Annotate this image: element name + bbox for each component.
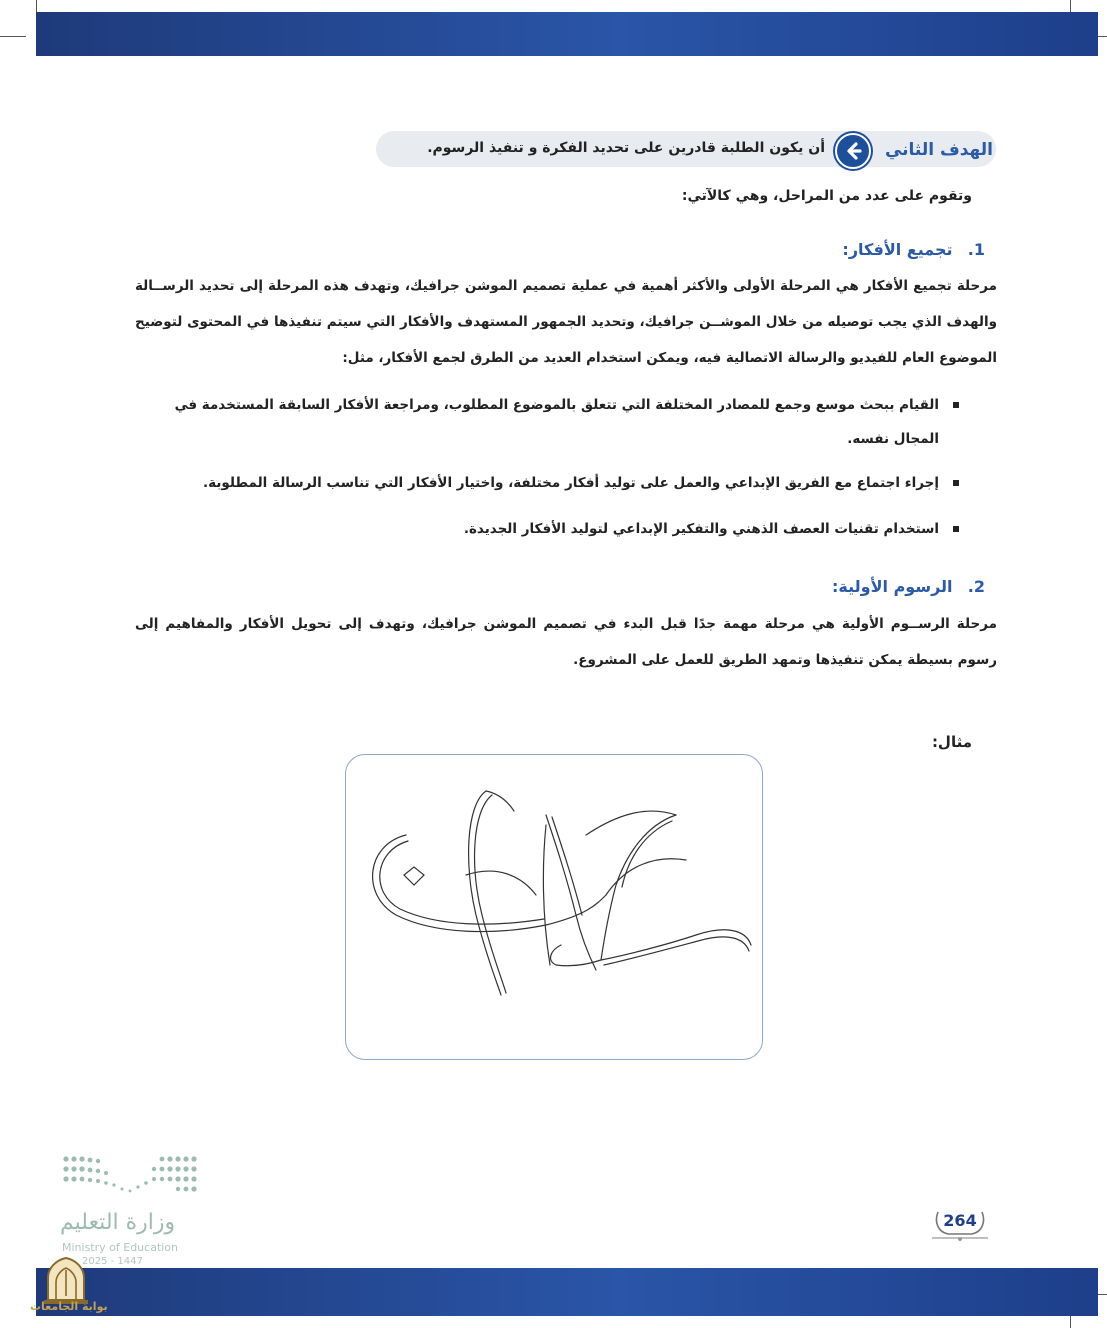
ministry-name-english: Ministry of Education [62, 1241, 179, 1254]
calligraphy-sketch [345, 754, 763, 1060]
goal-title: الهدف الثاني [884, 140, 993, 160]
bullet-item-1: القيام ببحث موسع وجمع للمصادر المختلفة التي تتعلق بالموضوع المطلوب، ومراجعة الأفكار السابقة المستخدمة في المجال نفسه. [174, 397, 939, 447]
page-number [932, 1208, 988, 1238]
bullet-item-3: استخدام تقنيات العصف الذهني والتفكير الإبداعي لتوليد الأفكار الجديدة. [463, 521, 939, 537]
crop-mark [0, 36, 26, 37]
arrow-left-icon [835, 133, 871, 169]
example-label: مثال: [931, 733, 972, 751]
bullet-marker [953, 526, 959, 532]
section1-paragraph: مرحلة تجميع الأفكار هي المرحلة الأولى والأكثر أهمية في عملية تصميم الموشن جرافيك، وتهدف هذه المرحلة إلى تحديد الرســالة والهدف الذي يجب توصيله من خلال الموشــن جرافيك، وتحديد الجمهور المستهدف والأفكار التي سيتم تنفيذها في المحتوى لتوضيح الموضوع العام للفيديو والرسالة الاتصالية فيه، ويمكن استخدام العديد من الطرق لجمع الأفكار، مثل: [135, 278, 997, 366]
section1-number: 1. [967, 240, 985, 259]
footer-band [36, 1268, 1098, 1316]
section1-header [842, 240, 985, 259]
watermark-text: بوابة الجامعات [30, 1300, 108, 1313]
edition-year: 2025 - 1447 [82, 1256, 143, 1267]
page-number-text: 264 [943, 1211, 977, 1230]
intro-text: وتقوم على عدد من المراحل، وهي كالآتي: [681, 188, 972, 204]
section2-paragraph: مرحلة الرســوم الأولية هي مرحلة مهمة جدًا قبل البدء في تصميم الموشن جرافيك، وتهدف إلى تحويل الأفكار والمفاهيم إلى رسوم بسيطة يمكن تنفيذها وتمهد الطريق للعمل على المشروع. [135, 616, 997, 668]
section2-number: 2. [967, 577, 985, 596]
ministry-logo-icon [62, 1155, 198, 1203]
bullet-item-2: إجراء اجتماع مع الفريق الإبداعي والعمل على توليد أفكار مختلفة، واختيار الأفكار التي تناسب الرسالة المطلوبة. [203, 475, 939, 491]
section2-heading: الرسوم الأولية: [832, 577, 953, 596]
bullet-marker [953, 480, 959, 486]
header-band [36, 12, 1098, 56]
section1-heading: تجميع الأفكار: [842, 240, 953, 259]
goal-text: أن يكون الطلبة قادرين على تحديد الفكرة و تنفيذ الرسوم. [427, 140, 825, 156]
section2-header [832, 577, 985, 596]
ministry-name-arabic: وزارة التعليم [60, 1210, 176, 1235]
bullet-marker [953, 402, 959, 408]
calligraphy-sketch-drawing [346, 755, 762, 1059]
